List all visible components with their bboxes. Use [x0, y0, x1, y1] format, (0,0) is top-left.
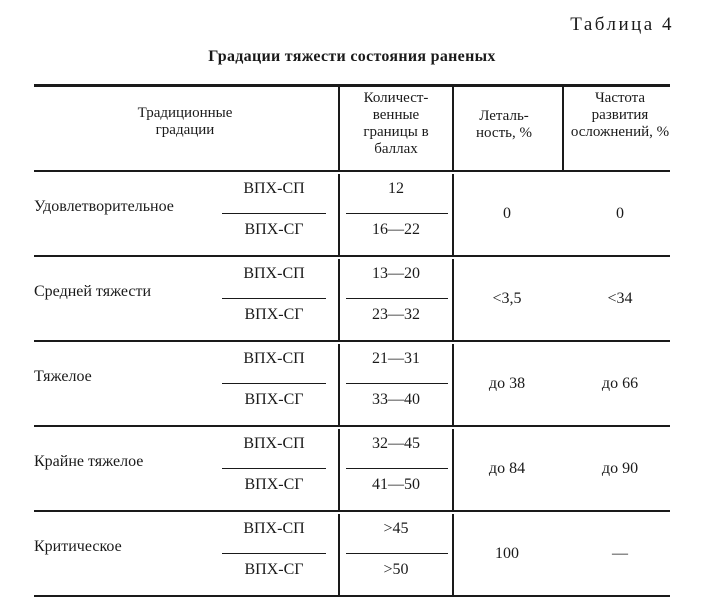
score-column-left-rule	[338, 344, 340, 425]
header-divider-3	[562, 85, 564, 170]
scale-label-sp: ВПХ-СП	[243, 520, 305, 537]
score-column-left-rule	[338, 174, 340, 255]
header-divider-1	[338, 85, 340, 170]
sublabel-divider	[222, 298, 326, 300]
scale-label-sp: ВПХ-СП	[243, 265, 305, 282]
scale-label-sg: ВПХ-СГ	[244, 476, 304, 493]
table-number-label: Таблица 4	[570, 14, 674, 35]
scale-label-sg: ВПХ-СГ	[244, 561, 304, 578]
score-value-sg: 33—40	[372, 391, 420, 408]
lethality-value: 100	[495, 544, 519, 562]
score-column-right-rule	[452, 514, 454, 595]
row-separator	[34, 595, 670, 597]
value-divider	[346, 213, 448, 215]
score-column-left-rule	[338, 259, 340, 340]
header-divider-2	[452, 85, 454, 170]
scale-label-sg: ВПХ-СГ	[244, 391, 304, 408]
value-divider	[346, 553, 448, 555]
score-value-sp: 13—20	[372, 265, 420, 282]
scale-label-sp: ВПХ-СП	[243, 435, 305, 452]
row-separator	[34, 510, 670, 512]
score-value-sg: 16—22	[372, 221, 420, 238]
row-separator	[34, 425, 670, 427]
header-lethality: Леталь-ность, %	[476, 108, 532, 141]
lethality-value: 0	[503, 204, 511, 222]
sublabel-divider	[222, 468, 326, 470]
score-value-sp: 32—45	[372, 435, 420, 452]
lethality-value: до 38	[488, 374, 526, 392]
table-top-rule	[34, 84, 670, 87]
sublabel-divider	[222, 553, 326, 555]
value-divider	[346, 468, 448, 470]
lethality-value: до 84	[488, 459, 526, 477]
score-column-left-rule	[338, 514, 340, 595]
complications-value: 0	[616, 204, 624, 222]
score-column-right-rule	[452, 174, 454, 255]
lethality-value: <3,5	[492, 289, 522, 307]
row-name: Критическое	[34, 537, 122, 555]
score-column-left-rule	[338, 429, 340, 510]
table-title: Градации тяжести состояния раненых	[208, 48, 496, 65]
scale-label-sg: ВПХ-СГ	[244, 306, 304, 323]
header-complications: Частота развития осложнений, %	[570, 90, 670, 140]
complications-value: до 66	[601, 374, 639, 392]
score-value-sg: 23—32	[372, 306, 420, 323]
score-value-sp: >45	[383, 520, 409, 537]
score-column-right-rule	[452, 259, 454, 340]
scale-label-sp: ВПХ-СП	[243, 180, 305, 197]
row-separator	[34, 255, 670, 257]
score-column-right-rule	[452, 429, 454, 510]
score-value-sg: >50	[383, 561, 409, 578]
sublabel-divider	[222, 383, 326, 385]
row-name: Средней тяжести	[34, 282, 152, 300]
score-column-right-rule	[452, 344, 454, 425]
row-name: Тяжелое	[34, 367, 92, 385]
score-value-sp: 21—31	[372, 350, 420, 367]
row-name: Крайне тяжелое	[34, 452, 144, 470]
complications-value: до 90	[601, 459, 639, 477]
row-name: Удовлетворительное	[34, 197, 174, 215]
header-traditional-grades: Традиционные градации	[137, 105, 233, 138]
row-separator	[34, 340, 670, 342]
sublabel-divider	[222, 213, 326, 215]
complications-value: <34	[607, 289, 633, 307]
header-quantitative-bounds: Количест-венные границы в баллах	[363, 90, 429, 157]
score-value-sp: 12	[388, 180, 404, 197]
value-divider	[346, 298, 448, 300]
scale-label-sp: ВПХ-СП	[243, 350, 305, 367]
header-bottom-rule	[34, 170, 670, 172]
value-divider	[346, 383, 448, 385]
scale-label-sg: ВПХ-СГ	[244, 221, 304, 238]
complications-value: —	[612, 544, 628, 562]
score-value-sg: 41—50	[372, 476, 420, 493]
